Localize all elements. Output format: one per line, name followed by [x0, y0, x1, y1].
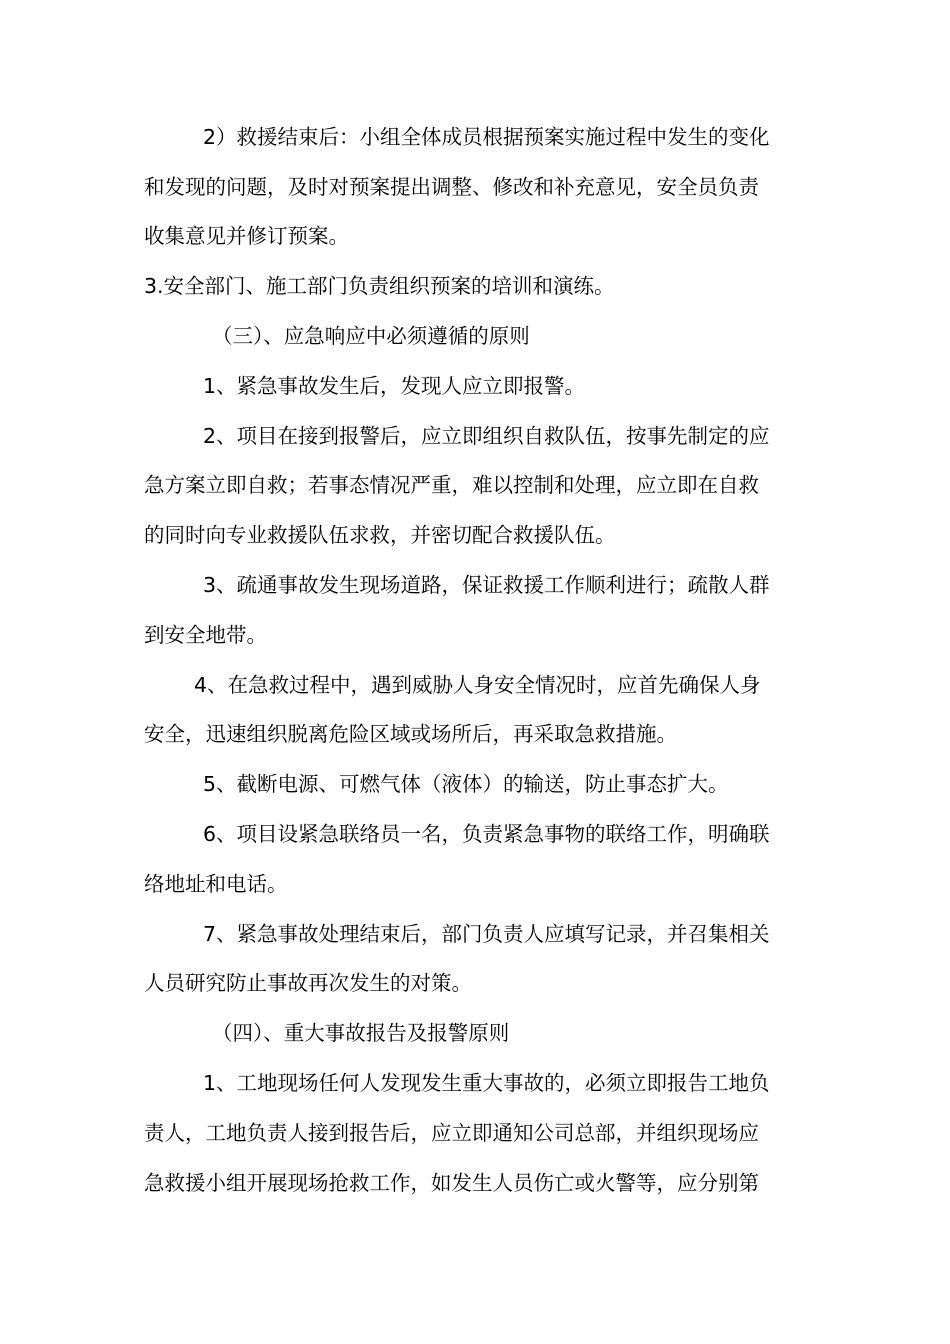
text-line: 5、截断电源、可燃气体（液体）的输送，防止事态扩大。 [203, 772, 729, 796]
text-line: 到安全地带。 [144, 623, 267, 647]
text-line: 4、在急救过程中，遇到威胁人身安全情况时，应首先确保人身 [194, 673, 761, 697]
text-line: 3.安全部门、施工部门负责组织预案的培训和演练。 [144, 274, 615, 298]
text-line: 收集意见并修订预案。 [144, 224, 349, 248]
text-line: 2、项目在接到报警后，应立即组织自救队伍，按事先制定的应 [203, 424, 770, 448]
text-line: 的同时向专业救援队伍求救，并密切配合救援队伍。 [144, 523, 616, 547]
text-line: 急方案立即自救；若事态情况严重，难以控制和处理，应立即在自救 [144, 473, 759, 497]
text-line: 6、项目设紧急联络员一名，负责紧急事物的联络工作，明确联 [203, 822, 770, 846]
text-line: 1、工地现场任何人发现发生重大事故的，必须立即报告工地负 [203, 1071, 770, 1095]
text-line: 人员研究防止事故再次发生的对策。 [144, 971, 472, 995]
text-line: 7、紧急事故处理结束后，部门负责人应填写记录，并召集相关 [203, 922, 770, 946]
section-heading: （三）、应急响应中必须遵循的原则 [212, 324, 530, 348]
text-line: 3、疏通事故发生现场道路，保证救援工作顺利进行；疏散人群 [203, 573, 770, 597]
text-line: 和发现的问题，及时对预案提出调整、修改和补充意见，安全员负责 [144, 175, 759, 199]
text-line: 安全，迅速组织脱离危险区域或场所后，再采取急救措施。 [144, 722, 677, 746]
text-line: 责人，工地负责人接到报告后，应立即通知公司总部，并组织现场应 [144, 1121, 759, 1145]
section-heading: （四）、重大事故报告及报警原则 [212, 1021, 510, 1045]
text-line: 1、紧急事故发生后，发现人应立即报警。 [203, 374, 586, 398]
text-line: 络地址和电话。 [144, 872, 288, 896]
text-line: 2）救援结束后：小组全体成员根据预案实施过程中发生的变化 [203, 125, 770, 149]
text-line: 急救援小组开展现场抢救工作，如发生人员伤亡或火警等，应分别第 [144, 1171, 759, 1195]
